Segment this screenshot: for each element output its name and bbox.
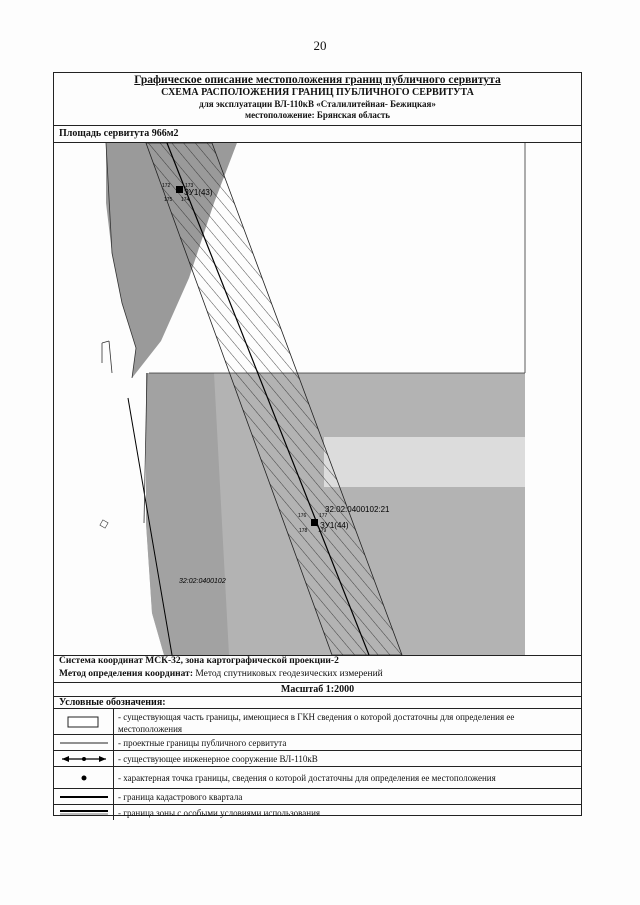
coordinate-method-label: Метод определения координат: — [59, 669, 193, 679]
point-173: 173 — [185, 183, 194, 189]
point-176: 176 — [298, 513, 307, 519]
point-174: 174 — [181, 197, 190, 203]
legend-item — [54, 735, 581, 751]
coordinate-block — [54, 655, 581, 683]
coordinate-system: Система координат МСК-32, зона картографической проекции-2 — [59, 656, 339, 666]
point-marker-bottom — [311, 519, 318, 526]
legend-item-text: - проектные границы публичного сервитута — [118, 738, 287, 748]
legend-item-text: - характерная точка границы, сведения о которой достаточны для определения ее местоположения — [118, 773, 496, 783]
double-line-icon — [54, 805, 114, 820]
point-172: 172 — [162, 183, 171, 189]
point-175: 175 — [164, 197, 173, 203]
map-area — [54, 143, 581, 656]
point-178: 178 — [299, 528, 308, 534]
thick-line-icon — [54, 789, 114, 804]
legend-item — [54, 789, 581, 805]
legend-item-text: - граница зоны с особыми условиями использования — [118, 808, 321, 818]
legend-item — [54, 751, 581, 767]
cadastral-label-2: 32:02:0400102 — [179, 578, 226, 585]
servitude-area: Площадь сервитута 966м2 — [54, 125, 581, 143]
scale-label: Масштаб 1:2000 — [54, 683, 581, 697]
arrow-line-icon — [54, 751, 114, 766]
legend-title: Условные обозначения: — [54, 696, 581, 709]
point-marker-top — [176, 186, 183, 193]
legend-item — [54, 805, 581, 820]
coordinate-method — [59, 668, 581, 681]
cadastral-label-1: 32:02:0400102:21 — [325, 505, 390, 514]
cadastral-map — [54, 143, 581, 655]
legend-item-text: - существующая часть границы, имеющиеся в ГКН сведения о которой достаточны для определения ее местоположения — [118, 712, 515, 734]
document-purpose: для эксплуатации ВЛ-110кВ «Сталилитейная- Бежицкая» — [199, 99, 436, 109]
rectangle-outline-icon — [54, 709, 114, 734]
document-location: местоположение: Брянская область — [244, 110, 391, 120]
parcel-label-2: ЗУ1(44) — [320, 521, 349, 530]
thin-line-icon — [54, 735, 114, 750]
document-title: Графическое описание местоположения границ публичного сервитута — [134, 74, 501, 86]
point-177: 177 — [319, 513, 328, 519]
page-number: 20 — [313, 38, 327, 53]
legend-item-text: - граница кадастрового квартала — [118, 792, 243, 802]
point-179: 179 — [318, 528, 327, 534]
parcel-label-1: ЗУ1(43) — [184, 188, 213, 197]
legend-item — [54, 767, 581, 789]
scheme-frame — [53, 72, 582, 816]
header-block — [54, 73, 581, 126]
parcel-light — [324, 437, 525, 487]
document-subtitle: СХЕМА РАСПОЛОЖЕНИЯ ГРАНИЦ ПУБЛИЧНОГО СЕРВИТУТА — [161, 87, 474, 98]
legend-item-text: - существующее инженерное сооружение ВЛ-110кВ — [118, 754, 318, 764]
coordinate-method-value: Метод спутниковых геодезических измерений — [192, 669, 383, 679]
legend-item — [54, 709, 581, 735]
dot-icon — [54, 767, 114, 788]
legend — [54, 709, 581, 820]
